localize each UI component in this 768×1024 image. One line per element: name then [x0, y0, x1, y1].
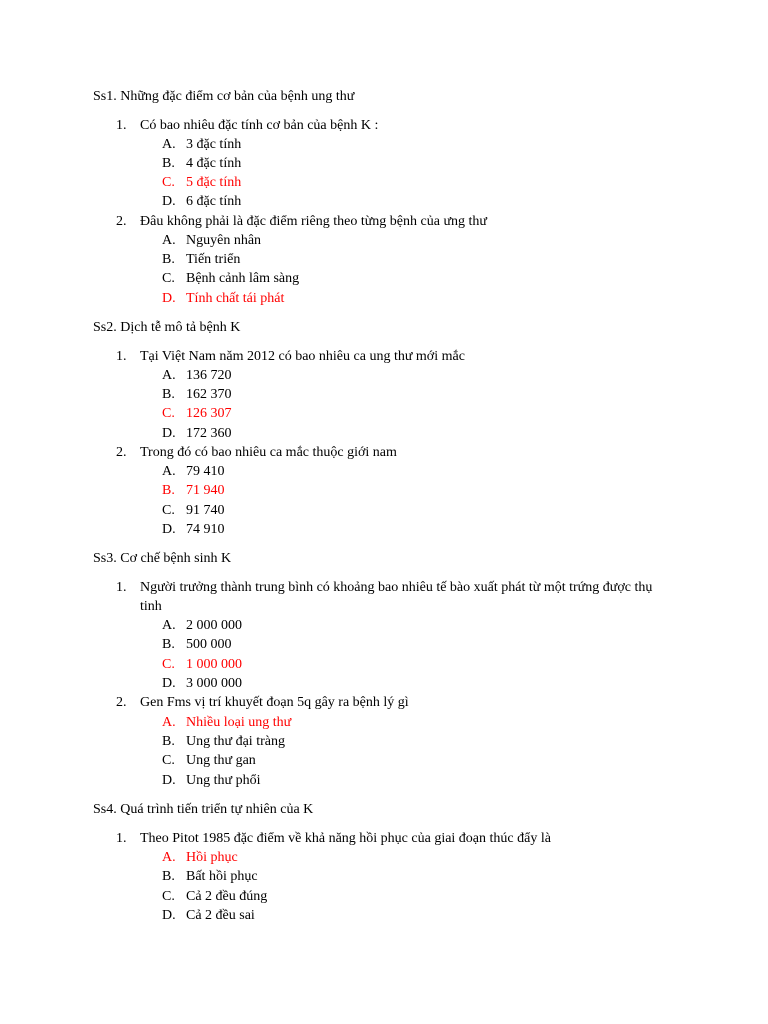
option-text: 3 đặc tính [186, 137, 242, 152]
option-text: 79 410 [186, 464, 225, 479]
question-number: 2. [116, 695, 127, 710]
option-text: Ung thư phổi [186, 773, 261, 788]
option-letter-correct: C. [162, 657, 175, 672]
question-text: Đâu không phải là đặc điểm riêng theo từng bệnh của ưng thư [140, 214, 488, 229]
option-text: Cả 2 đều đúng [186, 889, 268, 904]
option-text: Bất hồi phục [186, 869, 258, 884]
option-text: 136 720 [186, 368, 232, 383]
option-letter: B. [162, 734, 175, 749]
option-text: 4 đặc tính [186, 156, 242, 171]
question-text: Có bao nhiêu đặc tính cơ bản của bệnh K : [140, 118, 379, 133]
option-letter: A. [162, 618, 176, 633]
option-letter: B. [162, 156, 175, 171]
option-letter: D. [162, 908, 176, 923]
option-text: 3 000 000 [186, 676, 242, 691]
option-letter: A. [162, 233, 176, 248]
question-text: Tại Việt Nam năm 2012 có bao nhiêu ca ung thư mới mắc [140, 349, 465, 364]
question-number: 1. [116, 118, 127, 133]
option-text-correct: 71 940 [186, 483, 225, 498]
option-text: 91 740 [186, 503, 225, 518]
option-letter-correct: B. [162, 483, 175, 498]
option-text-correct: Tính chất tái phát [186, 291, 285, 306]
question-number: 1. [116, 831, 127, 846]
question-text: Theo Pitot 1985 đặc điểm về khả năng hồi phục của giai đoạn thúc đẩy là [140, 831, 551, 846]
option-text: Bệnh cảnh lâm sàng [186, 271, 300, 286]
option-letter: A. [162, 368, 176, 383]
option-text-correct: 126 307 [186, 406, 232, 421]
option-text-correct: 5 đặc tính [186, 175, 242, 190]
option-letter: B. [162, 387, 175, 402]
option-letter: C. [162, 753, 175, 768]
option-text: 6 đặc tính [186, 194, 242, 209]
section-title: Ss3. Cơ chế bệnh sinh K [93, 551, 232, 566]
question-number: 1. [116, 580, 127, 595]
option-letter: C. [162, 503, 175, 518]
option-letter: A. [162, 137, 176, 152]
option-letter: B. [162, 252, 175, 267]
option-text-correct: Nhiều loại ung thư [186, 715, 292, 730]
question-text: Gen Fms vị trí khuyết đoạn 5q gây ra bệnh lý gì [140, 695, 409, 710]
option-letter: C. [162, 889, 175, 904]
section-title: Ss2. Dịch tễ mô tả bệnh K [93, 320, 241, 335]
option-letter: A. [162, 464, 176, 479]
option-letter-correct: C. [162, 175, 175, 190]
option-text: Ung thư gan [186, 753, 256, 768]
option-text: 500 000 [186, 637, 232, 652]
question-number: 1. [116, 349, 127, 364]
option-text: Tiến triển [186, 252, 241, 267]
option-letter-correct: C. [162, 406, 175, 421]
option-text: Cả 2 đều sai [186, 908, 255, 923]
section-title: Ss1. Những đặc điểm cơ bản của bệnh ung thư [93, 89, 355, 104]
question-text: Người trưởng thành trung bình có khoảng bao nhiêu tế bào xuất phát từ một trứng được thụ tinh [140, 580, 653, 614]
option-letter-correct: D. [162, 291, 176, 306]
question-number: 2. [116, 214, 127, 229]
option-letter: D. [162, 773, 176, 788]
option-text: 162 370 [186, 387, 232, 402]
option-text: Ung thư đại tràng [186, 734, 285, 749]
section-title: Ss4. Quá trình tiến triển tự nhiên của K [93, 802, 314, 817]
question-number: 2. [116, 445, 127, 460]
option-letter: B. [162, 869, 175, 884]
option-text: 74 910 [186, 522, 225, 537]
option-text: Nguyên nhân [186, 233, 262, 248]
option-letter-correct: A. [162, 850, 176, 865]
option-text-correct: Hồi phục [186, 850, 238, 865]
option-letter: D. [162, 522, 176, 537]
option-letter: B. [162, 637, 175, 652]
option-letter: C. [162, 271, 175, 286]
option-text: 2 000 000 [186, 618, 242, 633]
option-text-correct: 1 000 000 [186, 657, 242, 672]
option-text: 172 360 [186, 426, 232, 441]
question-text: Trong đó có bao nhiêu ca mắc thuộc giới nam [140, 445, 397, 460]
option-letter: D. [162, 426, 176, 441]
option-letter: D. [162, 194, 176, 209]
option-letter-correct: A. [162, 715, 176, 730]
option-letter: D. [162, 676, 176, 691]
